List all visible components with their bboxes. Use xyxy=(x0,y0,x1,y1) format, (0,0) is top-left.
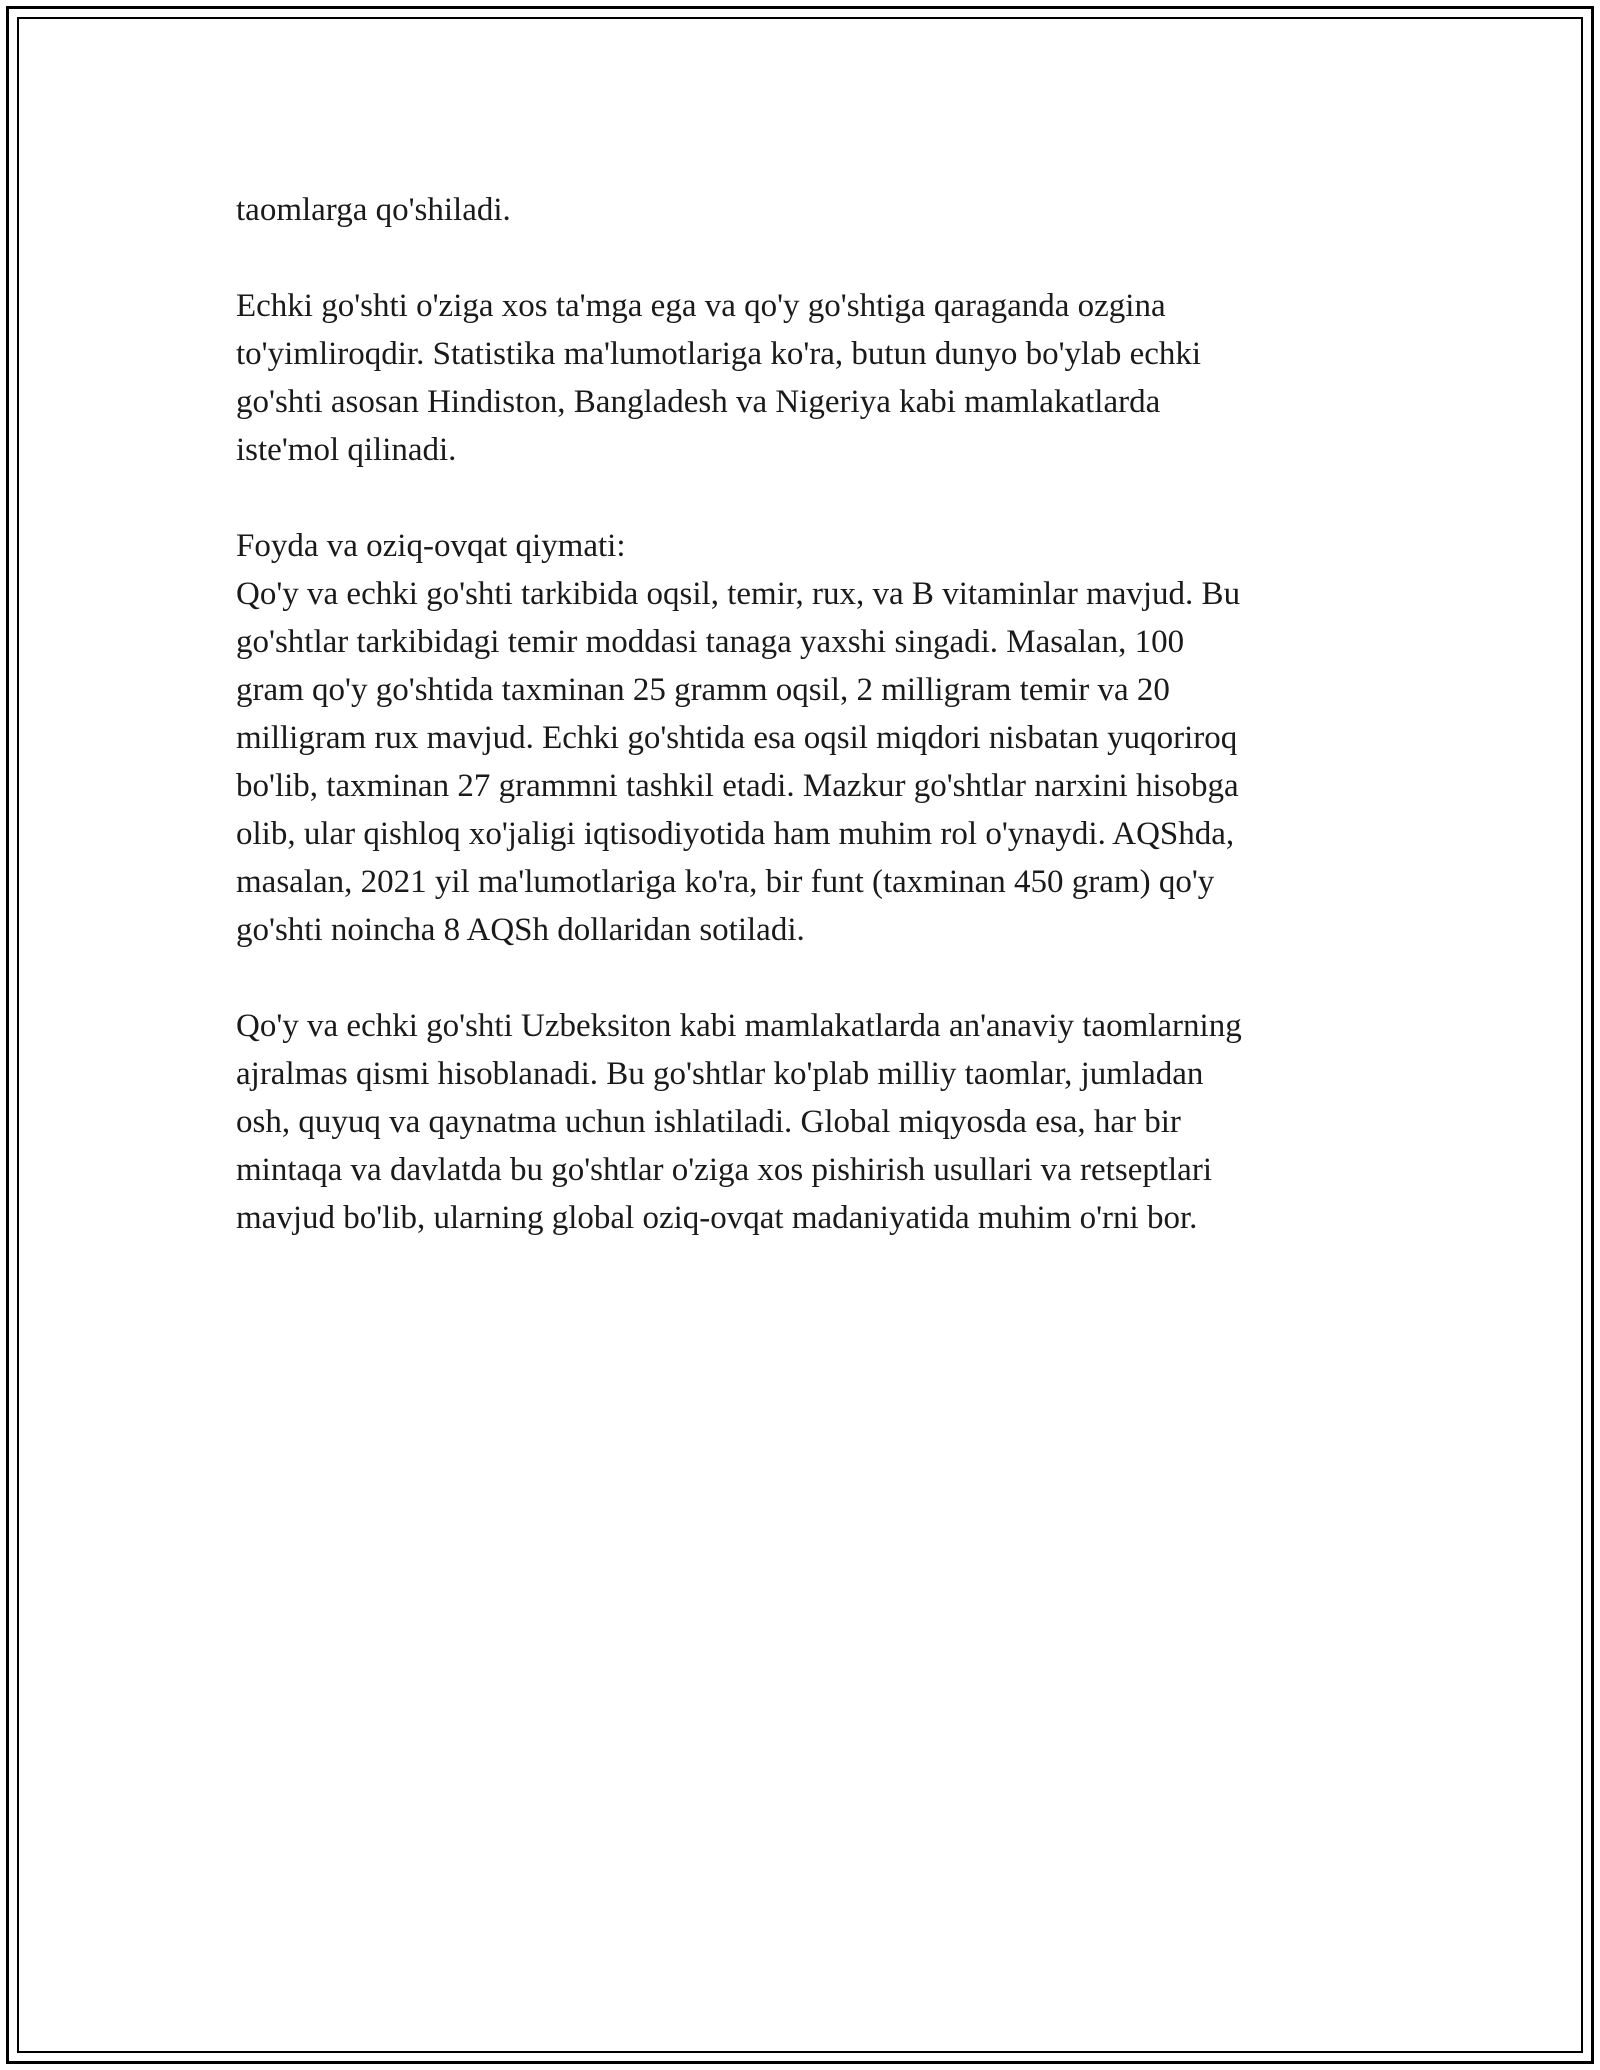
text-line: masalan, 2021 yil ma'lumotlariga ko'ra, bir funt (taxminan 450 gram) qo'y xyxy=(236,864,1215,900)
text-line: osh, quyuq va qaynatma uchun ishlatiladi. Global miqyosda esa, har bir xyxy=(236,1104,1181,1140)
paragraph-2 xyxy=(236,282,1376,474)
text-line: mavjud bo'lib, ularning global oziq-ovqat madaniyatida muhim o'rni bor. xyxy=(236,1200,1198,1236)
paragraph-3 xyxy=(236,522,1376,954)
text-line: Qo'y va echki go'shti tarkibida oqsil, temir, rux, va B vitaminlar mavjud. Bu xyxy=(236,576,1241,612)
text-line: ajralmas qismi hisoblanadi. Bu go'shtlar ko'plab milliy taomlar, jumladan xyxy=(236,1056,1204,1092)
text-line: to'yimliroqdir. Statistika ma'lumotlariga ko'ra, butun dunyo bo'ylab echki xyxy=(236,336,1202,372)
text-line: olib, ular qishloq xo'jaligi iqtisodiyotida ham muhim rol o'ynaydi. AQShda, xyxy=(236,816,1235,852)
paragraph-1 xyxy=(236,186,1376,234)
text-line: milligram rux mavjud. Echki go'shtida esa oqsil miqdori nisbatan yuqoriroq xyxy=(236,720,1238,756)
text-line: go'shtlar tarkibidagi temir moddasi tanaga yaxshi singadi. Masalan, 100 xyxy=(236,624,1185,660)
text-line: taomlarga qo'shiladi. xyxy=(236,192,511,228)
section-heading: Foyda va oziq-ovqat qiymati: xyxy=(236,528,626,564)
text-line: Echki go'shti o'ziga xos ta'mga ega va qo'y go'shtiga qaraganda ozgina xyxy=(236,288,1166,324)
text-line: go'shti noincha 8 AQSh dollaridan sotiladi. xyxy=(236,912,805,948)
text-line: bo'lib, taxminan 27 grammni tashkil etadi. Mazkur go'shtlar narxini hisobga xyxy=(236,768,1239,804)
document-body xyxy=(236,186,1376,1290)
paragraph-4 xyxy=(236,1002,1376,1242)
text-line: Qo'y va echki go'shti Uzbeksiton kabi mamlakatlarda an'anaviy taomlarning xyxy=(236,1008,1242,1044)
text-line: mintaqa va davlatda bu go'shtlar o'ziga xos pishirish usullari va retseptlari xyxy=(236,1152,1212,1188)
text-line: go'shti asosan Hindiston, Bangladesh va Nigeriya kabi mamlakatlarda xyxy=(236,384,1161,420)
text-line: iste'mol qilinadi. xyxy=(236,432,457,468)
text-line: gram qo'y go'shtida taxminan 25 gramm oqsil, 2 milligram temir va 20 xyxy=(236,672,1170,708)
